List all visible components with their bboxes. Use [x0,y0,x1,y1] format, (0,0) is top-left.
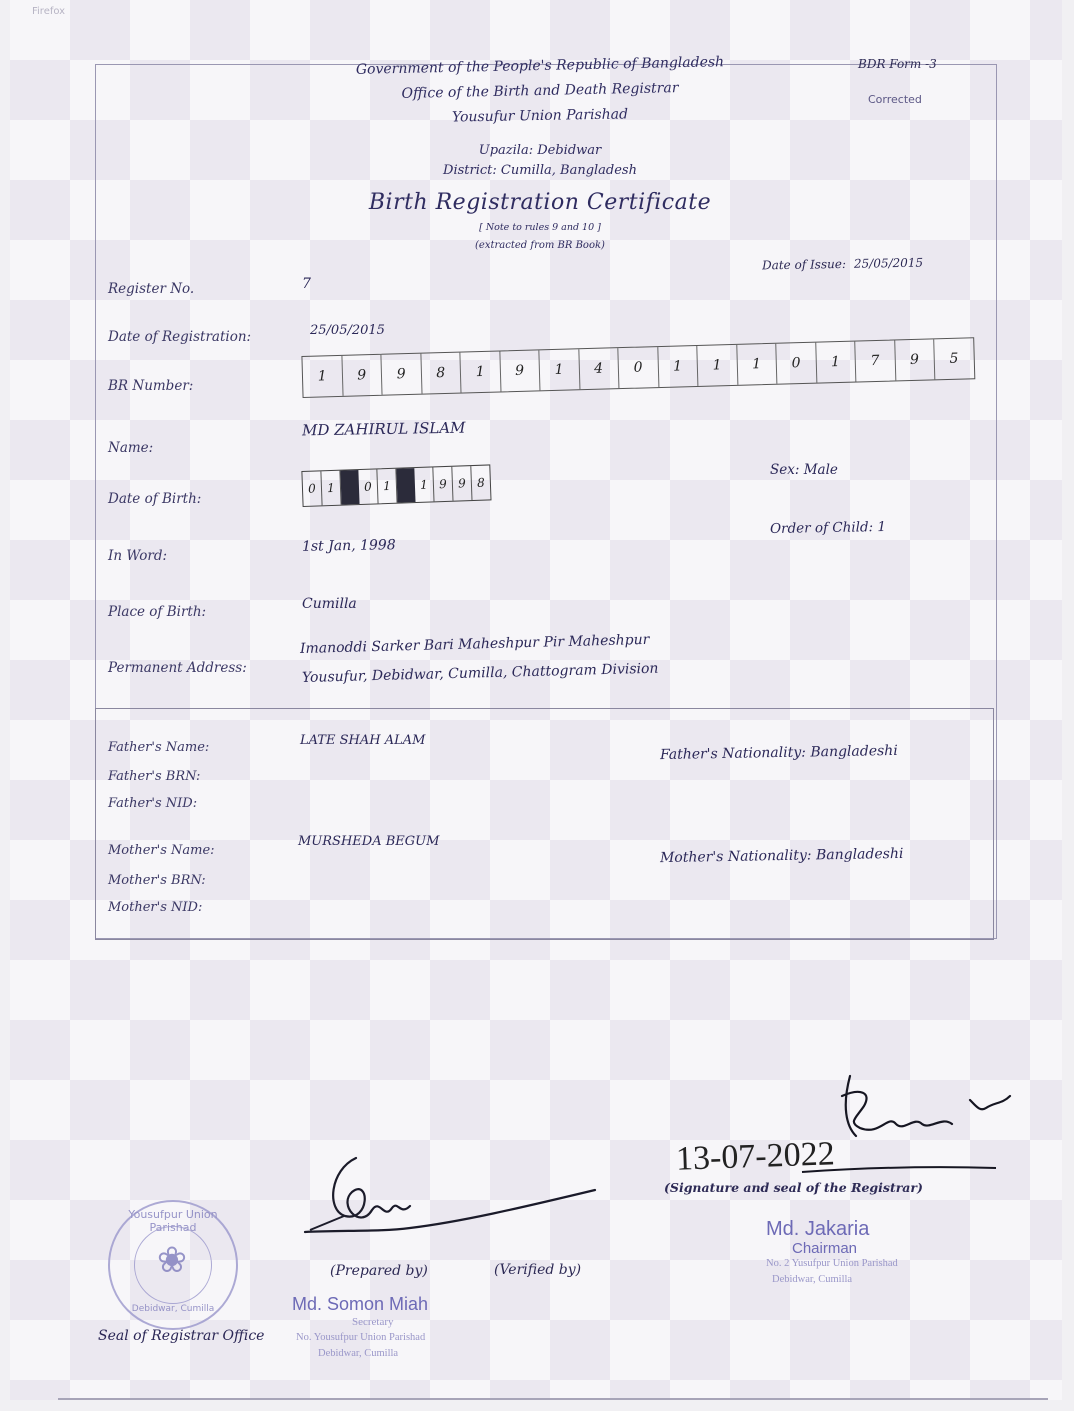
br-digit: 1 [658,346,699,387]
dob-boxes [301,464,491,507]
br-digit: 1 [697,345,738,386]
upazila-line: Upazila: Debidwar [478,143,602,158]
father-name-value: LATE SHAH ALAM [300,733,426,748]
mother-nid-label: Mother's NID: [108,900,203,915]
br-digit: 9 [895,339,936,380]
mother-nationality-label: Mother's Nationality: [659,847,812,867]
dob-digit: 9 [452,466,472,501]
address-line-1: Imanoddi Sarker Bari Maheshpur Pir Maheshpur [299,631,650,657]
issue-date [762,256,923,273]
br-digit: 1 [737,344,778,385]
district-line: District: Cumilla, Bangladesh [443,163,637,178]
name-label: Name: [108,440,154,456]
mother-brn-label: Mother's BRN: [108,873,206,888]
seal-lotus-icon: ❀ [156,1239,188,1281]
in-word-value: 1st Jan, 1998 [301,537,396,555]
dob-digit: 8 [476,475,485,490]
rules-note: [ Note to rules 9 and 10 ] [479,222,601,233]
br-digit: 1 [816,342,857,383]
dob-separator [396,468,415,503]
secretary-name: Md. Somon Miah [292,1294,429,1314]
dob-separator [340,470,359,505]
father-name-label: Father's Name: [108,740,210,755]
father-nid-label: Father's NID: [108,796,198,811]
br-digit: 5 [949,350,959,367]
status-badge: Corrected [868,93,922,106]
registrar-seal [108,1200,238,1330]
seal-title: Yousufpur Union Parishad [128,1208,218,1234]
secretary-title: Secretary [352,1316,394,1328]
chairman-title: Chairman [792,1240,858,1257]
chairman-org: No. 2 Yusufpur Union Parishad [766,1258,898,1269]
signature-date: 13-07-2022 [675,1135,836,1178]
order-label: Order of Child: [769,519,874,538]
bottom-border [58,1398,1048,1400]
seal-label: Seal of Registrar Office [98,1328,265,1344]
dob-digit: 0 [302,471,322,506]
registration-date-value: 25/05/2015 [310,323,385,338]
seal-subtitle: Debidwar, Cumilla [131,1304,215,1314]
mother-name-value: MURSHEDA BEGUM [298,834,440,849]
dob-digit: 1 [414,467,434,502]
browser-label: Firefox [32,6,66,17]
dob-digit: 9 [433,467,453,502]
register-no-value: 7 [302,276,311,292]
in-word-label: In Word: [108,548,168,564]
br-digit: 9 [500,350,541,391]
secretary-signature [300,1150,600,1260]
prepared-by: (Prepared by) [330,1263,428,1279]
issue-date-value: 25/05/2015 [853,255,924,271]
verified-by: (Verified by) [494,1262,582,1278]
br-digit: 0 [618,347,659,388]
br-digit: 7 [855,340,896,381]
dob-digit: 1 [377,469,397,504]
place-of-birth-label: Place of Birth: [108,604,207,620]
union-line: Yousufur Union Parishad [451,106,629,126]
registration-date-label: Date of Registration: [108,329,252,345]
form-number: BDR Form -3 [858,57,937,71]
date-underline [800,1162,1000,1176]
br-digit: 0 [776,343,817,384]
chairman-place: Debidwar, Cumilla [772,1274,853,1285]
chairman-name: Md. Jakaria [766,1218,870,1240]
govt-line: Government of the People's Republic of Bangladesh [355,54,725,78]
br-digit: 1 [302,356,343,397]
office-line: Office of the Birth and Death Registrar [401,80,679,102]
order-of-child [770,519,886,537]
issue-date-label: Date of Issue: [761,256,847,273]
br-digit: 8 [421,353,462,394]
name-value: MD ZAHIRUL ISLAM [301,418,466,440]
registrar-caption: (Signature and seal of the Registrar) [664,1180,923,1195]
secretary-org: No. Yousufpur Union Parishad [296,1332,426,1343]
address-label: Permanent Address: [108,660,247,676]
br-digit: 9 [381,354,422,395]
dob-digit: 0 [358,469,378,504]
secretary-place: Debidwar, Cumilla [318,1348,399,1359]
dob-digit: 1 [321,471,341,506]
place-of-birth-value: Cumilla [302,596,357,612]
registrar-signature [830,1066,1020,1156]
br-digit: 4 [579,348,620,389]
br-digit: 1 [460,351,501,392]
sex-field [770,462,838,478]
mother-name-label: Mother's Name: [108,843,215,858]
dob-label: Date of Birth: [108,491,202,507]
mother-nationality-value: Bangladeshi [815,845,904,864]
father-brn-label: Father's BRN: [108,769,201,784]
sex-value: Male [803,462,838,478]
father-nationality-value: Bangladeshi [810,742,898,761]
father-nationality-label: Father's Nationality: [659,744,807,764]
br-number-label: BR Number: [108,378,194,394]
address-line-2: Yousufur, Debidwar, Cumilla, Chattogram Division [301,660,659,686]
register-no-label: Register No. [108,281,195,297]
extract-note: (extracted from BR Book) [475,240,605,251]
sex-label: Sex: [770,462,800,478]
order-value: 1 [877,518,887,536]
br-digit: 9 [342,355,383,396]
page-title: Birth Registration Certificate [368,190,712,215]
br-digit: 1 [539,349,580,390]
